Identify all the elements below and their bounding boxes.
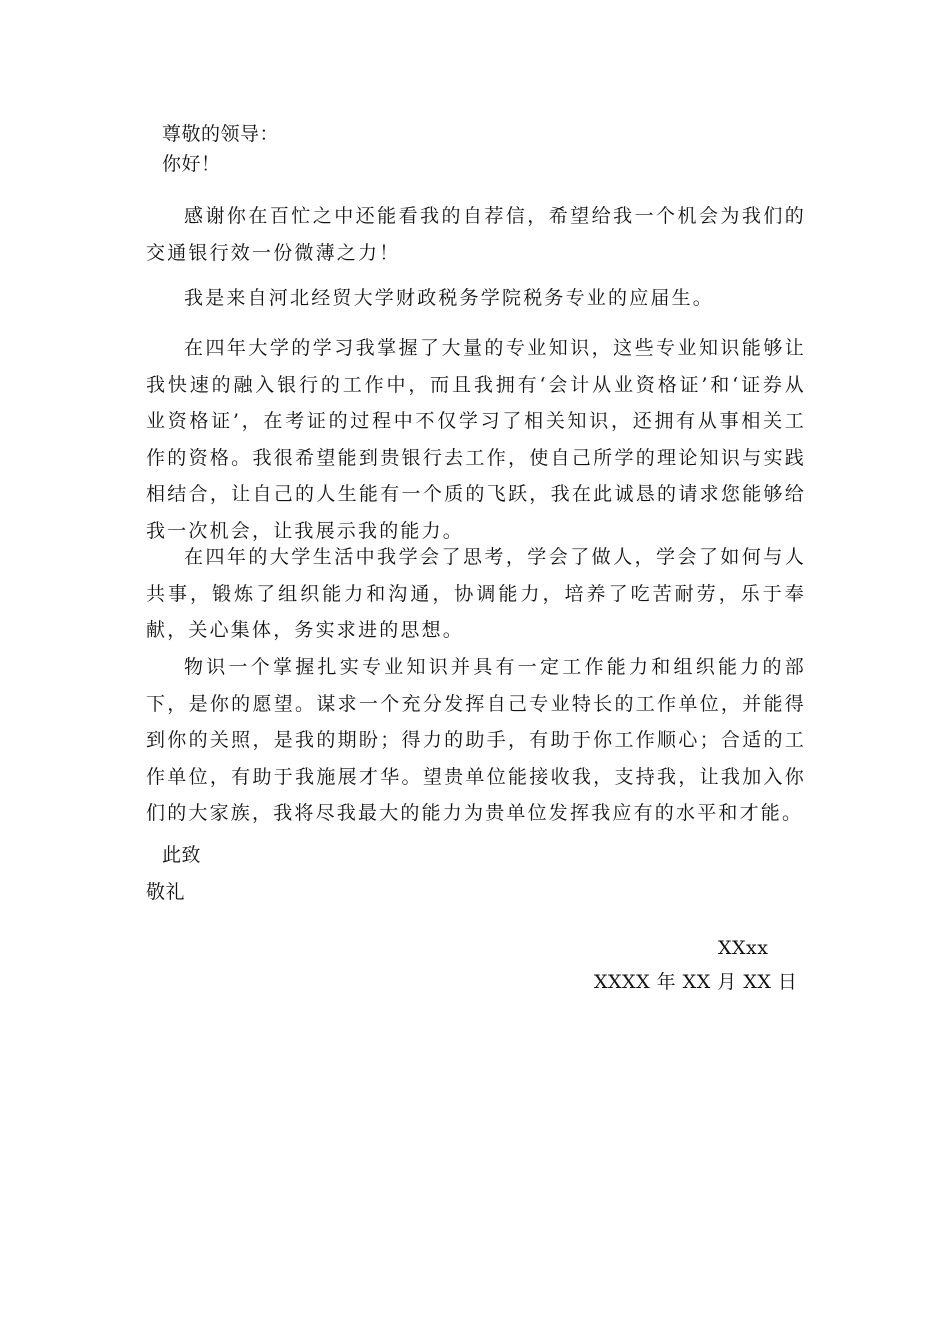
date: XXXX 年 XX 月 XX 日 bbox=[594, 971, 798, 993]
closing: 此致 bbox=[162, 844, 202, 866]
greeting: 你好！ bbox=[162, 153, 221, 175]
paragraph-introduction: 我是来自河北经贸大学财政税务学院税务专业的应届生。 bbox=[184, 287, 715, 309]
paragraph-aspiration: 物识一个掌握扎实专业知识并具有一定工作能力和组织能力的部下，是你的愿望。谋求一个充分发挥自己专业特长的工作单位，并能得到你的关照，是我的期盼；得力的助手，有助于你工作顺心；合适的工作单位，有助于我施展才华。望贵单位能接收我，支持我，让我加入你们的大家族，我将尽我最大的能力为贵单位发挥我应有的水平和才能。 bbox=[146, 656, 806, 824]
salutation: 尊敬的领导： bbox=[162, 123, 280, 145]
regards: 敬礼 bbox=[146, 881, 186, 903]
signature: XXxx bbox=[718, 937, 769, 959]
paragraph-qualifications: 在四年大学的学习我掌握了大量的专业知识，这些专业知识能够让我快速的融入银行的工作中，而且我拥有‘会计从业资格证’和‘证券从业资格证’，在考证的过程中不仅学习了相关知识，还拥有从事相关工作的资格。我很希望能到贵银行去工作，使自己所学的理论知识与实践相结合，让自己的人生能有一个质的飞跃，我在此诚恳的请求您能够给我一次机会，让我展示我的能力。 bbox=[146, 337, 806, 542]
paragraph-college-life: 在四年的大学生活中我学会了思考，学会了做人，学会了如何与人共事，锻炼了组织能力和沟通，协调能力，培养了吃苦耐劳，乐于奉献，关心集体，务实求进的思想。 bbox=[146, 546, 806, 641]
paragraph-thanks: 感谢你在百忙之中还能看我的自荐信，希望给我一个机会为我们的交通银行效一份微薄之力！ bbox=[146, 205, 806, 264]
